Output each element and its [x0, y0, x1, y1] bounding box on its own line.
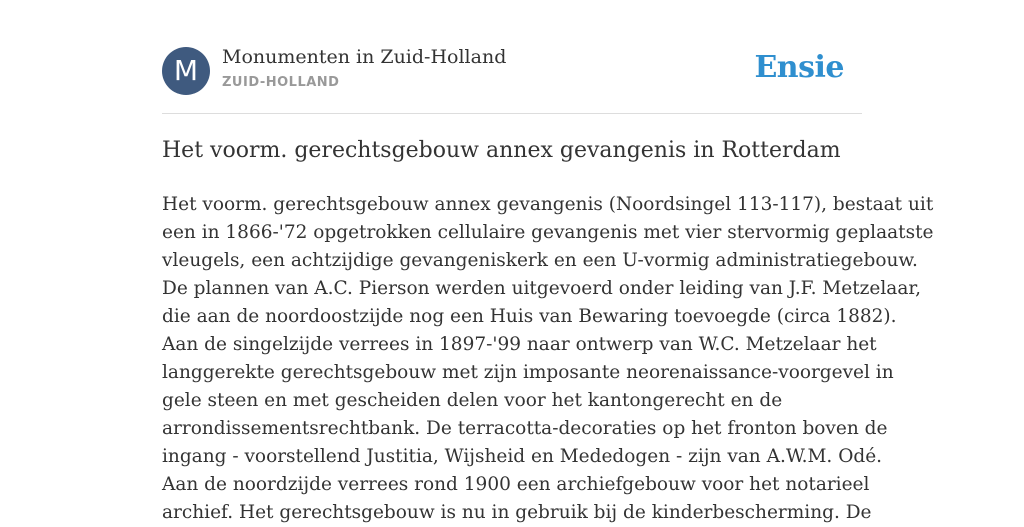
- site-header: [162, 46, 862, 96]
- body-line: archief. Het gerechtsgebouw is nu in gebruik bij de kinderbescherming. De: [162, 502, 872, 523]
- body-line: gele steen en met gescheiden delen voor het kantongerecht en de: [162, 390, 783, 411]
- body-line: De plannen van A.C. Pierson werden uitgevoerd onder leiding van J.F. Metzelaar,: [162, 278, 922, 299]
- body-line: een in 1866-'72 opgetrokken cellulaire gevangenis met vier stervormig geplaatste: [162, 222, 934, 243]
- article-title: Het voorm. gerechtsgebouw annex gevangenis in Rotterdam: [162, 138, 841, 163]
- body-line: arrondissementsrechtbank. De terracotta-decoraties op het fronton boven de: [162, 418, 888, 439]
- site-subtitle: ZUID-HOLLAND: [222, 75, 340, 90]
- article-body: [162, 191, 934, 527]
- body-line: Het voorm. gerechtsgebouw annex gevangenis (Noordsingel 113-117), bestaat uit: [162, 194, 934, 215]
- body-line: ingang - voorstellend Justitia, Wijsheid en Mededogen - zijn van A.W.M. Odé.: [162, 446, 883, 467]
- body-line: vleugels, een achtzijdige gevangeniskerk en een U-vormig administratiegebouw.: [162, 250, 918, 271]
- header-divider: [162, 113, 862, 114]
- body-line: Aan de singelzijde verrees in 1897-'99 naar ontwerp van W.C. Metzelaar het: [162, 334, 877, 355]
- body-line: langgerekte gerechtsgebouw met zijn imposante neorenaissance-voorgevel in: [162, 362, 894, 383]
- site-title[interactable]: Monumenten in Zuid-Holland: [222, 46, 507, 68]
- body-line: die aan de noordoostzijde nog een Huis van Bewaring toevoegde (circa 1882).: [162, 306, 897, 327]
- avatar[interactable]: M: [162, 47, 210, 95]
- body-line: Aan de noordzijde verrees rond 1900 een archiefgebouw voor het notarieel: [162, 474, 870, 495]
- brand-logo[interactable]: Ensie: [754, 50, 844, 85]
